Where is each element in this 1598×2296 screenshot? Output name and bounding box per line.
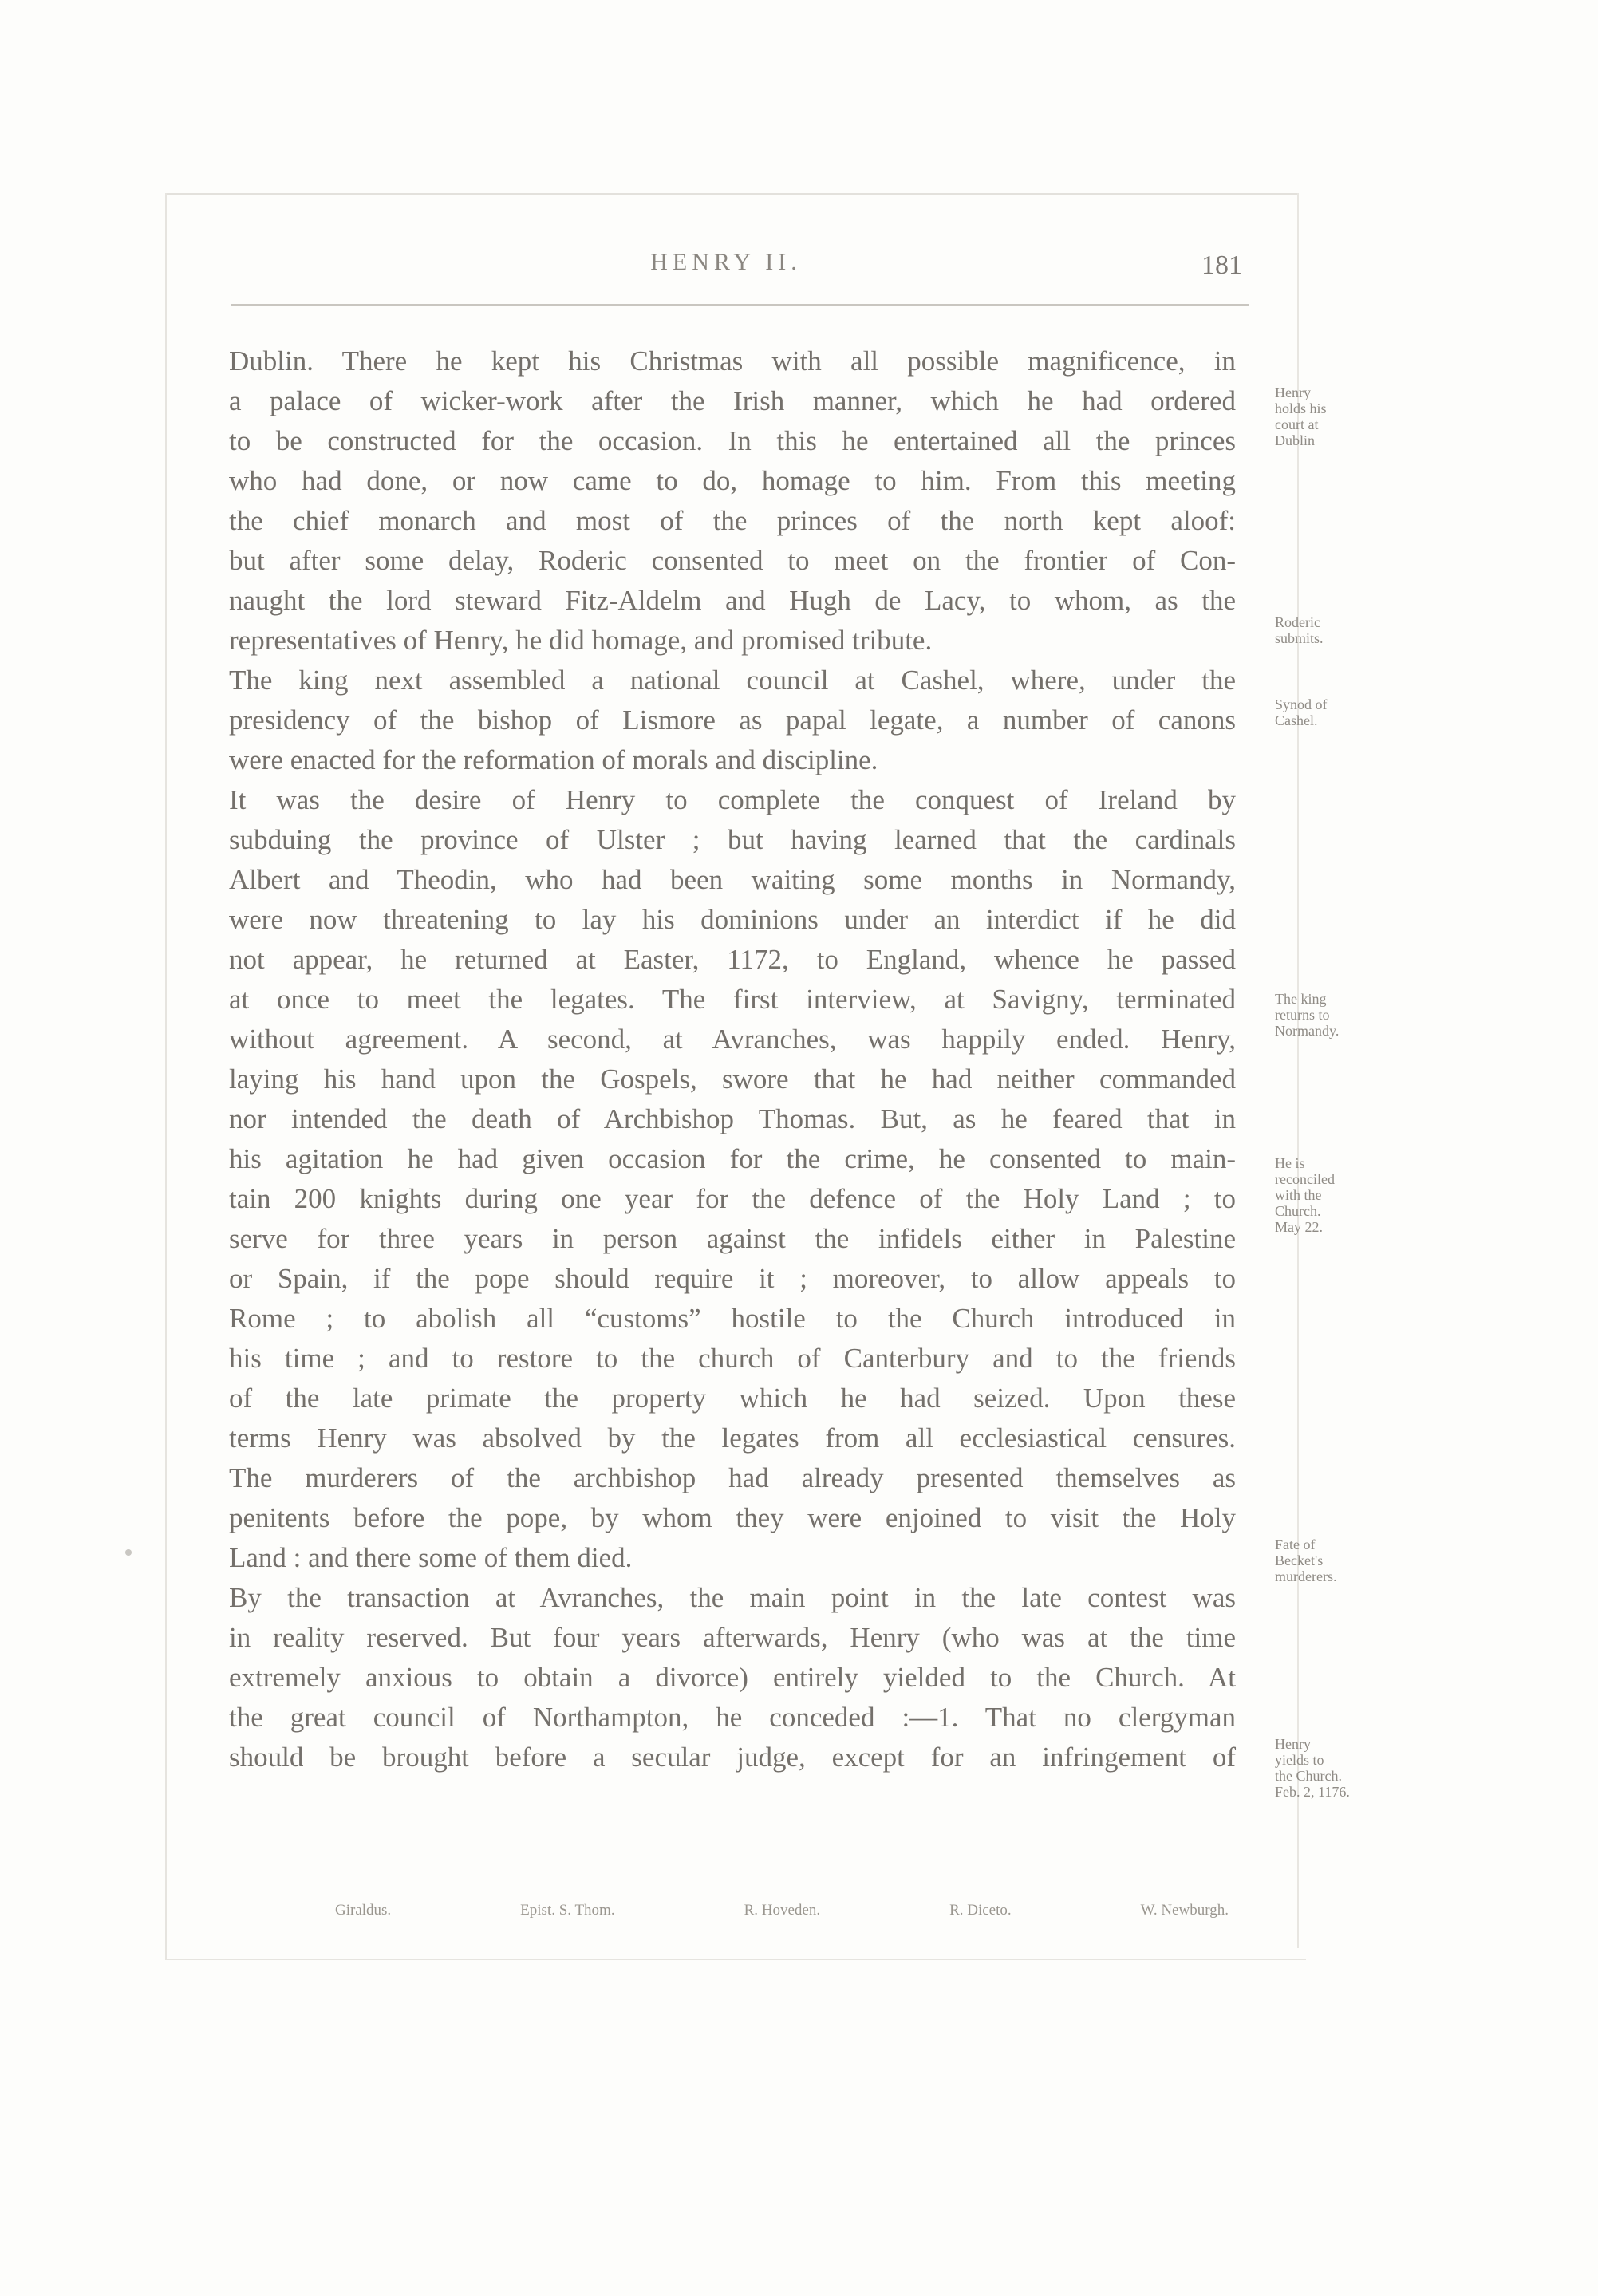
sidenote-line: Cashel. [1275,712,1318,728]
text-line: serve for three years in person against the infidels either in Palestine [229,1223,1236,1254]
text-line: representatives of Henry, he did homage, and promised tribute. [229,625,933,656]
sidenote-henry-yields [1275,1736,1418,1800]
text-line: but after some delay, Roderic consented to meet on the frontier of Con- [229,545,1236,576]
sidenote-line: The king [1275,991,1327,1007]
sidenote-line: Henry [1275,385,1311,400]
text-line: terms Henry was absolved by the legates from all ecclesiastical censures. [229,1422,1236,1454]
page-frame-left [165,193,167,1960]
text-line: should be brought before a secular judge, except for an infringement of [229,1742,1236,1773]
sidenote-king-returns [1275,991,1418,1039]
sidenote-line: returns to [1275,1007,1330,1023]
sidenote-line: Roderic [1275,614,1320,630]
text-line: were now threatening to lay his dominions under an interdict if he did [229,904,1236,935]
text-line: laying his hand upon the Gospels, swore that he had neither commanded [229,1063,1236,1095]
text-line: By the transaction at Avranches, the main point in the late contest was [229,1582,1236,1613]
sidenote-henry-holds-court [1275,385,1418,448]
text-line: presidency of the bishop of Lismore as papal legate, a number of canons [229,704,1236,736]
page-number: 181 [1201,251,1242,280]
text-line: of the late primate the property which he had seized. Upon these [229,1383,1236,1414]
text-line: It was the desire of Henry to complete the conquest of Ireland by [229,784,1236,815]
source-citation: R. Diceto. [949,1902,1012,1919]
sidenote-line: with the [1275,1187,1322,1203]
text-line: extremely anxious to obtain a divorce) entirely yielded to the Church. At [229,1662,1236,1693]
sidenote-line: submits. [1275,630,1324,646]
source-citation: Giraldus. [335,1902,392,1919]
source-citation: W. Newburgh. [1140,1902,1229,1919]
sidenote-line: Dublin [1275,432,1316,448]
text-line: Dublin. There he kept his Christmas with all possible magnificence, in [229,345,1236,377]
sidenote-roderic-submits [1275,614,1418,646]
text-line: his agitation he had given occasion for the crime, he consented to main- [229,1143,1236,1174]
text-line: nor intended the death of Archbishop Thomas. But, as he feared that in [229,1103,1236,1134]
sidenote-line: Feb. 2, 1176. [1275,1784,1350,1800]
sidenote-line: court at [1275,416,1319,432]
sidenote-line: yields to [1275,1752,1324,1768]
text-line: to be constructed for the occasion. In this he entertained all the princes [229,425,1236,456]
sidenote-line: May 22. [1275,1219,1323,1235]
text-line: who had done, or now came to do, homage to him. From this meeting [229,465,1236,496]
running-head: HENRY II. [650,249,802,275]
sidenote-line: murderers. [1275,1568,1337,1584]
source-citation: Epist. S. Thom. [520,1902,615,1919]
text-line: penitents before the pope, by whom they were enjoined to visit the Holy [229,1502,1236,1533]
text-line: without agreement. A second, at Avranches, was happily ended. Henry, [229,1024,1236,1055]
text-line: were enacted for the reformation of morals and discipline. [229,744,878,775]
sidenote-line: Synod of [1275,696,1328,712]
footer-sources [335,1902,1229,1919]
page-frame-top [165,193,1298,195]
text-line: or Spain, if the pope should require it ; moreover, to allow appeals to [229,1263,1236,1294]
sidenote-reconciled [1275,1155,1418,1235]
sidenote-line: Becket's [1275,1552,1324,1568]
sidenote-line: Fate of [1275,1537,1316,1552]
sidenote-line: holds his [1275,400,1327,416]
text-line: tain 200 knights during one year for the defence of the Holy Land ; to [229,1183,1236,1214]
sidenote-line: Church. [1275,1203,1321,1219]
text-line: Land : and there some of them died. [229,1542,633,1573]
text-line: The king next assembled a national council at Cashel, where, under the [229,665,1236,696]
text-line: the chief monarch and most of the princes of the north kept aloof: [229,505,1236,536]
sidenote-line: Normandy. [1275,1023,1340,1039]
sidenote-synod-of-cashel [1275,696,1418,728]
text-line: his time ; and to restore to the church of Canterbury and to the friends [229,1343,1236,1374]
sidenote-fate-of-murderers [1275,1537,1418,1584]
sidenote-line: He is [1275,1155,1305,1171]
header-rule [231,304,1249,306]
text-line: subduing the province of Ulster ; but having learned that the cardinals [229,824,1236,855]
margin-rule [1297,193,1299,1948]
source-citation: R. Hoveden. [744,1902,821,1919]
text-line: at once to meet the legates. The first interview, at Savigny, terminated [229,984,1236,1015]
sidenote-line: Henry [1275,1736,1311,1752]
text-line: Albert and Theodin, who had been waiting some months in Normandy, [229,864,1236,895]
text-line: a palace of wicker-work after the Irish manner, which he had ordered [229,385,1236,416]
text-line: The murderers of the archbishop had already presented themselves as [229,1462,1236,1493]
text-line: naught the lord steward Fitz-Aldelm and Hugh de Lacy, to whom, as the [229,585,1236,616]
paper-speck [125,1549,132,1556]
text-line: Rome ; to abolish all “customs” hostile to the Church introduced in [229,1303,1236,1334]
text-line: the great council of Northampton, he conceded :—1. That no clergyman [229,1702,1236,1733]
body-text [229,341,1236,1777]
text-line: in reality reserved. But four years afterwards, Henry (who was at the time [229,1622,1236,1653]
page-frame-bottom [165,1959,1306,1960]
text-line: not appear, he returned at Easter, 1172, to England, whence he passed [229,944,1236,975]
sidenote-line: reconciled [1275,1171,1335,1187]
sidenote-line: the Church. [1275,1768,1342,1784]
